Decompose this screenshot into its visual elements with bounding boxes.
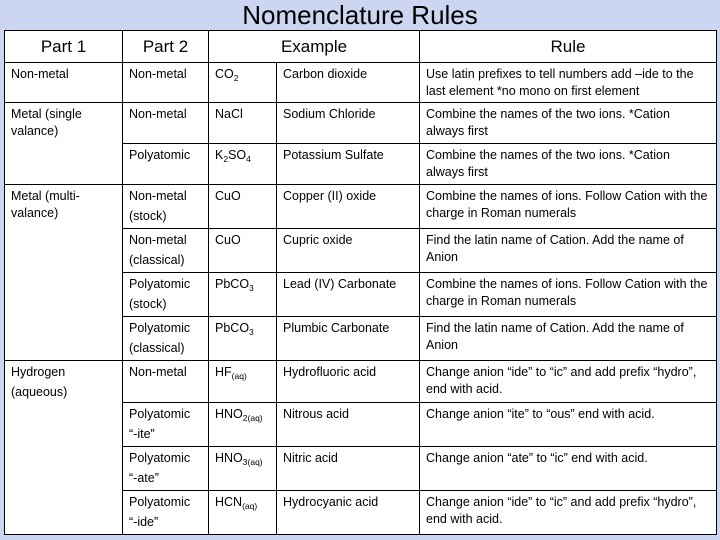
part2-cell [123, 273, 209, 317]
part1-cell [5, 361, 123, 535]
rule-cell: Use latin prefixes to tell numbers add –ide to the last element *no mono on first element [420, 63, 717, 103]
part2-line2: (classical) [129, 341, 185, 355]
part1-cell: Metal (single valance) [5, 103, 123, 185]
name-cell: Copper (II) oxide [277, 185, 420, 229]
rule-cell: Combine the names of the two ions. *Cation always first [420, 144, 717, 185]
formula-cell [209, 317, 277, 361]
formula-subscript: 2 [233, 73, 239, 83]
name-cell: Potassium Sulfate [277, 144, 420, 185]
part2-line2: (stock) [129, 209, 167, 223]
part2-cell [123, 317, 209, 361]
part2-cell: Non-metal [123, 103, 209, 144]
part2-line2: (classical) [129, 253, 185, 267]
formula-cell [209, 63, 277, 103]
part2-cell [123, 229, 209, 273]
rule-cell: Combine the names of ions. Follow Cation with the charge in Roman numerals [420, 185, 717, 229]
name-cell: Plumbic Carbonate [277, 317, 420, 361]
part2-line1: Polyatomic [129, 451, 191, 465]
formula-subscript: 2 [223, 154, 229, 164]
formula-text: PbCO [215, 321, 250, 335]
name-cell: Nitric acid [277, 447, 420, 491]
rule-cell: Change anion “ite” to “ous” end with acid. [420, 403, 717, 447]
part2-cell [123, 447, 209, 491]
formula-text: K [215, 148, 224, 162]
part2-line1: Polyatomic [129, 495, 191, 509]
part1-cell: Non-metal [5, 63, 123, 103]
header-example: Example [209, 31, 420, 63]
formula-cell [209, 273, 277, 317]
formula-subscript: 3 [249, 327, 254, 337]
formula-cell [209, 361, 277, 403]
formula-cell: NaCl [209, 103, 277, 144]
part2-line1: Polyatomic [129, 407, 191, 421]
formula-text: HCN [215, 495, 243, 509]
header-row [5, 31, 717, 63]
part2-line1: Non-metal [129, 189, 187, 203]
header-rule: Rule [420, 31, 717, 63]
formula-subscript: (aq) [242, 501, 258, 511]
part2-line2: (stock) [129, 297, 167, 311]
formula-cell [209, 403, 277, 447]
rule-cell: Change anion “ate” to “ic” end with acid. [420, 447, 717, 491]
formula-text: HNO [215, 407, 243, 421]
name-cell: Hydrocyanic acid [277, 491, 420, 535]
rule-cell: Change anion “ide” to “ic” and add prefix “hydro”, end with acid. [420, 491, 717, 535]
rule-cell: Change anion “ide” to “ic” and add prefix “hydro”, end with acid. [420, 361, 717, 403]
table-row [5, 103, 717, 144]
formula-text: CO [215, 67, 234, 81]
part2-cell [123, 403, 209, 447]
part1-line1: Hydrogen [11, 365, 66, 379]
table-row [5, 361, 717, 403]
formula-subscript: 3(aq) [242, 457, 263, 467]
part2-cell: Polyatomic [123, 144, 209, 185]
part2-cell [123, 185, 209, 229]
rule-cell: Find the latin name of Cation. Add the name of Anion [420, 317, 717, 361]
name-cell: Carbon dioxide [277, 63, 420, 103]
table-row [5, 185, 717, 229]
formula-cell [209, 491, 277, 535]
name-cell: Sodium Chloride [277, 103, 420, 144]
part2-cell: Non-metal [123, 63, 209, 103]
formula-cell: CuO [209, 229, 277, 273]
formula-subscript: 2(aq) [242, 413, 263, 423]
part2-line1: Polyatomic [129, 277, 191, 291]
part2-cell [123, 491, 209, 535]
part2-line1: Polyatomic [129, 321, 191, 335]
name-cell: Cupric oxide [277, 229, 420, 273]
formula-text: PbCO [215, 277, 250, 291]
page-title: Nomenclature Rules [242, 0, 478, 30]
formula-cell [209, 144, 277, 185]
formula-subscript-2: 4 [246, 154, 251, 164]
name-cell: Nitrous acid [277, 403, 420, 447]
formula-text-tail: SO [228, 148, 247, 162]
nomenclature-table [4, 30, 717, 535]
name-cell: Hydrofluoric acid [277, 361, 420, 403]
rule-cell: Combine the names of ions. Follow Cation with the charge in Roman numerals [420, 273, 717, 317]
header-part1: Part 1 [5, 31, 123, 63]
rule-cell: Combine the names of the two ions. *Cation always first [420, 103, 717, 144]
formula-text: HF [215, 365, 232, 379]
part2-line2: “-ide” [129, 515, 159, 529]
part2-line2: “-ate” [129, 471, 159, 485]
part2-line1: Non-metal [129, 233, 187, 247]
formula-cell [209, 447, 277, 491]
part2-line2: “-ite” [129, 427, 155, 441]
part2-cell: Non-metal [123, 361, 209, 403]
part1-line2: (aqueous) [11, 385, 68, 399]
rule-cell: Find the latin name of Cation. Add the name of Anion [420, 229, 717, 273]
table-row [5, 63, 717, 103]
header-part2: Part 2 [123, 31, 209, 63]
formula-cell: CuO [209, 185, 277, 229]
formula-subscript: (aq) [231, 371, 247, 381]
formula-text: HNO [215, 451, 243, 465]
name-cell: Lead (IV) Carbonate [277, 273, 420, 317]
part1-cell: Metal (multi-valance) [5, 185, 123, 361]
formula-subscript: 3 [249, 283, 254, 293]
